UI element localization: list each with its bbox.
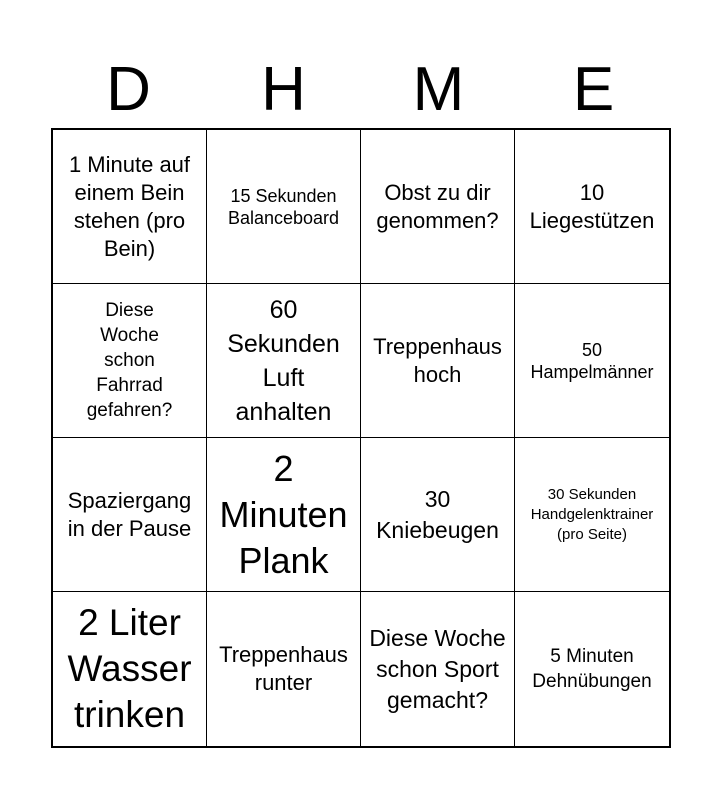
- bingo-board: [51, 128, 671, 748]
- header-letter-m: M: [412, 55, 465, 124]
- bingo-cell-text: 50 Hampelmänner: [530, 339, 654, 382]
- bingo-cell[interactable]: [53, 438, 207, 592]
- bingo-cell-text: Spaziergang in der Pause: [67, 487, 192, 541]
- bingo-cell-text: Diese Woche schon Fahrrad gefahren?: [86, 300, 173, 421]
- bingo-cell-text: 5 Minuten Dehnübungen: [532, 646, 652, 692]
- bingo-cell[interactable]: [361, 284, 515, 438]
- bingo-cell-text: 15 Sekunden Balanceboard: [227, 185, 340, 228]
- bingo-cell[interactable]: [515, 592, 669, 746]
- bingo-cell-text: 1 Minute auf einem Bein stehen (pro Bein): [68, 151, 191, 261]
- header-letter-h: H: [261, 55, 306, 124]
- bingo-cell-text: 30 Kniebeugen: [376, 485, 499, 543]
- bingo-cell[interactable]: [53, 592, 207, 746]
- bingo-cell-text: Treppenhaus runter: [219, 642, 348, 695]
- bingo-cell-text: Treppenhaus hoch: [373, 333, 502, 387]
- bingo-cell-text: 2 Liter Wasser trinken: [67, 602, 192, 735]
- header-letter-e: E: [572, 55, 615, 124]
- bingo-cell[interactable]: [53, 284, 207, 438]
- bingo-cell[interactable]: [361, 592, 515, 746]
- bingo-cell[interactable]: [515, 284, 669, 438]
- bingo-cell-text: 60 Sekunden Luft anhalten: [227, 295, 340, 426]
- bingo-cell[interactable]: [515, 438, 669, 592]
- bingo-cell-text: 10 Liegestützen: [529, 179, 655, 233]
- bingo-cell[interactable]: [53, 130, 207, 284]
- bingo-cell[interactable]: [207, 130, 361, 284]
- bingo-cell[interactable]: [207, 592, 361, 746]
- bingo-cell-text: Obst zu dir genommen?: [376, 179, 499, 233]
- bingo-cell[interactable]: [207, 438, 361, 592]
- header-letter-d: D: [106, 55, 151, 124]
- bingo-cell-text: Diese Woche schon Sport gemacht?: [369, 624, 506, 713]
- bingo-cell-text: 2 Minuten Plank: [219, 447, 348, 581]
- bingo-cell[interactable]: [515, 130, 669, 284]
- bingo-cell[interactable]: [361, 438, 515, 592]
- bingo-header: [51, 52, 671, 128]
- bingo-cell[interactable]: [207, 284, 361, 438]
- bingo-cell[interactable]: [361, 130, 515, 284]
- bingo-cell-text: 30 Sekunden Handgelenktrainer (pro Seite): [530, 485, 654, 543]
